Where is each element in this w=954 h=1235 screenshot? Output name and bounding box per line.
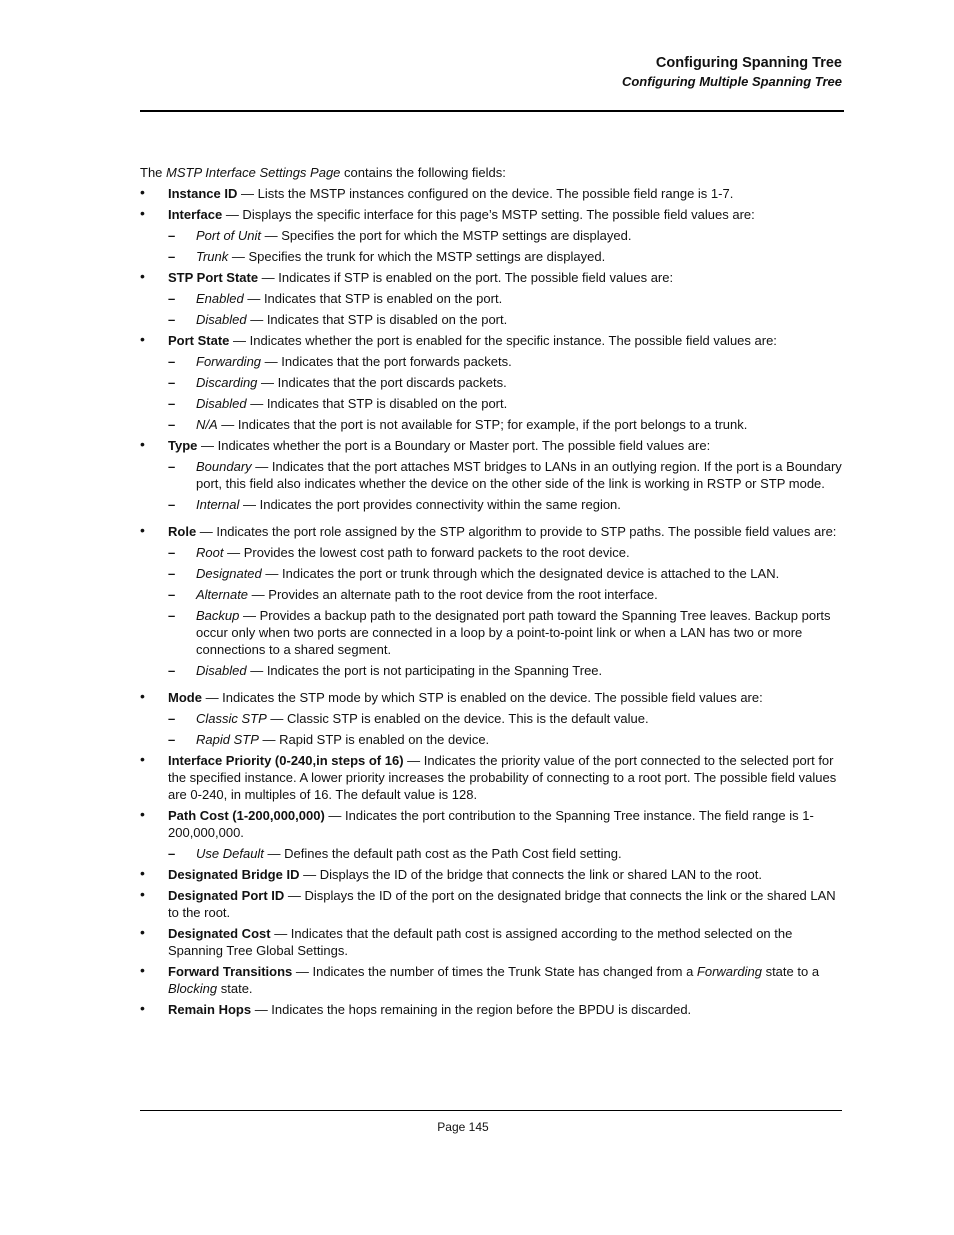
- sub-term: Disabled: [196, 663, 247, 678]
- dash-icon: –: [168, 249, 176, 264]
- bullet-icon: •: [140, 436, 145, 452]
- sub-item: [168, 845, 844, 862]
- field-desc: — Indicates the port role assigned by the STP algorithm to provide to STP paths. The possible field values are:: [196, 524, 837, 539]
- bullet-icon: •: [140, 865, 145, 881]
- bullet-icon: •: [140, 205, 145, 221]
- sub-desc: — Provides the lowest cost path to forward packets to the root device.: [223, 545, 630, 560]
- field-mode: [140, 689, 844, 748]
- sub-item: [168, 248, 844, 265]
- sub-item: [168, 496, 844, 513]
- field-desc: — Displays the ID of the bridge that connects the link or shared LAN to the root.: [299, 867, 762, 882]
- field-term: Mode: [168, 690, 202, 705]
- sub-list: [168, 544, 844, 679]
- field-term: Designated Bridge ID: [168, 867, 300, 882]
- field-desc: — Indicates the hops remaining in the region before the BPDU is discarded.: [251, 1002, 692, 1017]
- field-type: [140, 437, 844, 513]
- sub-desc: — Indicates the port provides connectivity within the same region.: [239, 497, 621, 512]
- bullet-icon: •: [140, 886, 145, 902]
- header-subtitle: Configuring Multiple Spanning Tree: [621, 74, 842, 89]
- dash-icon: –: [168, 545, 176, 560]
- sub-item: [168, 395, 844, 412]
- sub-list: [168, 227, 844, 265]
- bullet-icon: •: [140, 268, 145, 284]
- dash-icon: –: [168, 396, 176, 411]
- sub-desc: — Indicates that STP is disabled on the port.: [246, 396, 508, 411]
- dash-icon: –: [168, 732, 176, 747]
- page-body: [140, 164, 844, 1022]
- field-interface-priority: [140, 752, 844, 803]
- field-forward-transitions: [140, 963, 844, 997]
- sub-list: [168, 290, 844, 328]
- dash-icon: –: [168, 375, 176, 390]
- sub-desc: — Provides an alternate path to the root device from the root interface.: [248, 587, 658, 602]
- dash-icon: –: [168, 291, 176, 306]
- bullet-icon: •: [140, 1000, 145, 1016]
- sub-list: [168, 845, 844, 862]
- dash-icon: –: [168, 354, 176, 369]
- sub-item: [168, 458, 844, 492]
- sub-term: Internal: [196, 497, 240, 512]
- sub-desc: — Indicates the port is not participating in the Spanning Tree.: [246, 663, 603, 678]
- field-term: STP Port State: [168, 270, 259, 285]
- bullet-icon: •: [140, 751, 145, 767]
- sub-term: Backup: [196, 608, 240, 623]
- field-term: Instance ID: [168, 186, 238, 201]
- sub-item: [168, 227, 844, 244]
- dash-icon: –: [168, 228, 176, 243]
- page-number: Page 145: [437, 1120, 489, 1134]
- sub-term: N/A: [196, 417, 218, 432]
- field-stp-port-state: [140, 269, 844, 328]
- sub-desc: — Specifies the trunk for which the MSTP settings are displayed.: [228, 249, 606, 264]
- field-list: [140, 185, 844, 1018]
- sub-item: [168, 662, 844, 679]
- dash-icon: –: [168, 566, 176, 581]
- sub-term: Enabled: [196, 291, 244, 306]
- sub-item: [168, 731, 844, 748]
- field-desc: state.: [217, 981, 253, 996]
- sub-term: Classic STP: [196, 711, 267, 726]
- field-interface: [140, 206, 844, 265]
- field-desc: — Indicates the STP mode by which STP is enabled on the device. The possible field values are:: [201, 690, 763, 705]
- sub-item: [168, 586, 844, 603]
- field-desc: — Indicates whether the port is a Boundary or Master port. The possible field values are:: [197, 438, 711, 453]
- sub-item: [168, 607, 844, 658]
- sub-item: [168, 290, 844, 307]
- field-term: Role: [168, 524, 197, 539]
- bullet-icon: •: [140, 184, 145, 200]
- field-term: Forward Transitions: [168, 964, 293, 979]
- field-term: Designated Cost: [168, 926, 271, 941]
- header-rule: [140, 110, 844, 112]
- intro-emph: MSTP Interface Settings Page: [166, 165, 341, 180]
- sub-term: Disabled: [196, 396, 247, 411]
- dash-icon: –: [168, 587, 176, 602]
- dash-icon: –: [168, 459, 176, 474]
- bullet-icon: •: [140, 331, 145, 347]
- sub-item: [168, 374, 844, 391]
- sub-desc: — Provides a backup path to the designated port path toward the Spanning Tree leaves. Backup ports occur only when two ports are connected in a loop by a point-to-point link or when a LAN has two or more connections to a shared segment.: [196, 608, 831, 657]
- intro-pre: The: [140, 165, 167, 180]
- sub-desc: — Indicates that the port is not available for STP; for example, if the port belongs to a trunk.: [217, 417, 748, 432]
- sub-list: [168, 710, 844, 748]
- sub-desc: — Indicates that the port discards packets.: [257, 375, 507, 390]
- sub-term: Forwarding: [196, 354, 262, 369]
- dash-icon: –: [168, 711, 176, 726]
- sub-term: Use Default: [196, 846, 264, 861]
- dash-icon: –: [168, 663, 176, 678]
- intro-post: contains the following fields:: [340, 165, 506, 180]
- sub-list: [168, 458, 844, 513]
- field-desc: — Lists the MSTP instances configured on the device. The possible field range is 1-7.: [237, 186, 734, 201]
- sub-term: Alternate: [196, 587, 249, 602]
- field-desc: — Indicates that the default path cost is assigned according to the method selected on the Spanning Tree Global Settings.: [168, 926, 793, 958]
- sub-term: Rapid STP: [196, 732, 259, 747]
- sub-item: [168, 311, 844, 328]
- sub-desc: — Rapid STP is enabled on the device.: [258, 732, 490, 747]
- field-emph: Forwarding: [696, 964, 762, 979]
- field-desc: — Indicates whether the port is enabled for the specific instance. The possible field values are:: [229, 333, 777, 348]
- field-term: Interface Priority (0-240,in steps of 16): [168, 753, 404, 768]
- sub-desc: — Classic STP is enabled on the device. This is the default value.: [266, 711, 649, 726]
- intro-paragraph: [140, 164, 844, 181]
- sub-item: [168, 544, 844, 561]
- sub-term: Designated: [196, 566, 262, 581]
- sub-item: [168, 416, 844, 433]
- field-designated-bridge-id: [140, 866, 844, 883]
- sub-term: Discarding: [196, 375, 258, 390]
- field-desc: — Displays the ID of the port on the designated bridge that connects the link or the shared LAN to the root.: [168, 888, 836, 920]
- field-emph: Blocking: [168, 981, 218, 996]
- field-path-cost: [140, 807, 844, 862]
- sub-desc: — Specifies the port for which the MSTP settings are displayed.: [261, 228, 632, 243]
- field-desc: — Indicates the number of times the Trunk State has changed from a: [292, 964, 697, 979]
- dash-icon: –: [168, 417, 176, 432]
- field-desc: — Indicates if STP is enabled on the port. The possible field values are:: [258, 270, 674, 285]
- field-port-state: [140, 332, 844, 433]
- field-desc: state to a: [761, 964, 820, 979]
- dash-icon: –: [168, 497, 176, 512]
- sub-desc: — Indicates that the port forwards packets.: [261, 354, 512, 369]
- sub-term: Root: [196, 545, 224, 560]
- field-designated-cost: [140, 925, 844, 959]
- field-term: Path Cost (1-200,000,000): [168, 808, 325, 823]
- field-term: Designated Port ID: [168, 888, 285, 903]
- field-desc: — Displays the specific interface for this page’s MSTP setting. The possible field values are:: [222, 207, 755, 222]
- field-desc: — Indicates the priority value of the port connected to the selected port for the specified instance. A lower priority increases the probability of connecting to a root port. The possible field values are 0-240, in multiples of 16. The default value is 128.: [168, 753, 837, 802]
- field-term: Remain Hops: [168, 1002, 252, 1017]
- bullet-icon: •: [140, 522, 145, 538]
- field-role: [140, 523, 844, 679]
- dash-icon: –: [168, 846, 176, 861]
- sub-desc: — Defines the default path cost as the Path Cost field setting.: [263, 846, 622, 861]
- bullet-icon: •: [140, 688, 145, 704]
- footer-rule: [140, 1110, 842, 1111]
- field-designated-port-id: [140, 887, 844, 921]
- field-desc: — Indicates the port contribution to the Spanning Tree instance. The field range is 1-200,000,000.: [168, 808, 814, 840]
- field-term: Port State: [168, 333, 230, 348]
- sub-list: [168, 353, 844, 433]
- dash-icon: –: [168, 608, 176, 623]
- sub-item: [168, 565, 844, 582]
- bullet-icon: •: [140, 962, 145, 978]
- field-instance-id: [140, 185, 844, 202]
- dash-icon: –: [168, 312, 176, 327]
- bullet-icon: •: [140, 806, 145, 822]
- sub-term: Boundary: [196, 459, 252, 474]
- field-term: Type: [168, 438, 198, 453]
- sub-term: Disabled: [196, 312, 247, 327]
- sub-item: [168, 353, 844, 370]
- sub-desc: — Indicates that the port attaches MST bridges to LANs in an outlying region. If the port is a Boundary port, this field also indicates whether the device on the other side of the link is working in RSTP or STP mode.: [196, 459, 842, 491]
- field-remain-hops: [140, 1001, 844, 1018]
- sub-item: [168, 710, 844, 727]
- field-term: Interface: [168, 207, 223, 222]
- sub-desc: — Indicates that STP is enabled on the port.: [243, 291, 503, 306]
- sub-desc: — Indicates the port or trunk through which the designated device is attached to the LAN.: [261, 566, 780, 581]
- sub-desc: — Indicates that STP is disabled on the port.: [246, 312, 508, 327]
- header-title: Configuring Spanning Tree: [655, 55, 842, 71]
- bullet-icon: •: [140, 924, 145, 940]
- sub-term: Port of Unit: [196, 228, 262, 243]
- sub-term: Trunk: [196, 249, 229, 264]
